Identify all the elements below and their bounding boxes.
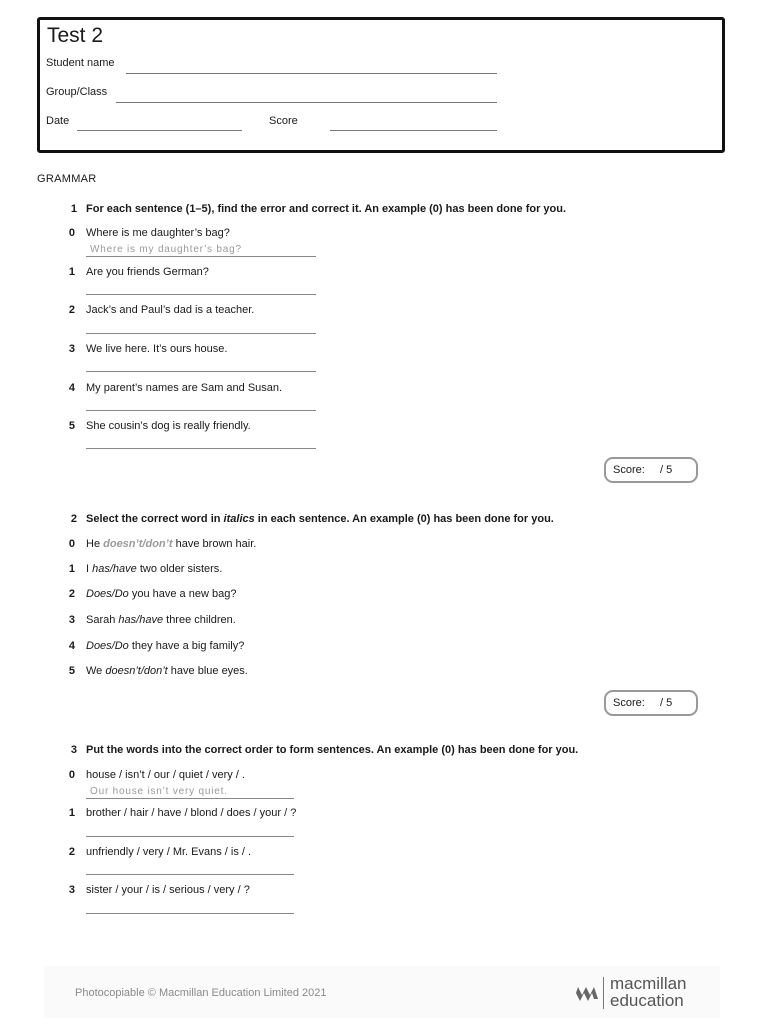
exercise-3-item-3-text: sister / your / is / serious / very / ?: [86, 884, 250, 896]
group-class-label: Group/Class: [46, 86, 108, 98]
test-title: Test 2: [47, 24, 104, 47]
exercise-2-item-3-text: [86, 614, 236, 626]
exercise-2-item-4-options[interactable]: Does/Do: [86, 640, 129, 652]
exercise-3-item-1-text: brother / hair / have / blond / does / your / ?: [86, 807, 297, 819]
score-field[interactable]: [330, 130, 497, 131]
exercise-2-score-label: Score:: [613, 697, 645, 709]
exercise-1-score-box: [604, 457, 698, 483]
exercise-3-item-2-answer-line[interactable]: [86, 874, 294, 875]
exercise-1-item-2-number: 2: [68, 304, 75, 316]
exercise-2-number: 2: [70, 513, 77, 525]
exercise-2-instruction-italic: italics: [223, 513, 255, 525]
exercise-2-item-5-pre: We: [86, 665, 106, 677]
exercise-1-item-5-text: She cousin’s dog is really friendly.: [86, 420, 251, 432]
exercise-1-example-number: 0: [68, 227, 75, 239]
exercise-2-item-2-text: [86, 588, 236, 600]
exercise-2-item-2-post: you have a new bag?: [128, 588, 237, 600]
exercise-2-item-0-number: 0: [68, 538, 75, 550]
exercise-3-item-1-number: 1: [68, 807, 75, 819]
exercise-2-item-1-text: [86, 563, 222, 575]
exercise-1-item-4-answer-line[interactable]: [86, 410, 316, 411]
exercise-3-item-3-number: 3: [68, 884, 75, 896]
exercise-1-example-text: Where is me daughter’s bag?: [86, 227, 230, 239]
exercise-2-item-3-options[interactable]: has/have: [118, 614, 164, 626]
exercise-2-item-0-pre: He: [86, 538, 104, 550]
exercise-2-item-3-pre: Sarah: [86, 614, 119, 626]
test-header-box: [37, 17, 725, 153]
exercise-3-item-2-text: unfriendly / very / Mr. Evans / is / .: [86, 846, 252, 858]
exercise-1-item-1-number: 1: [68, 266, 75, 278]
exercise-2-item-4-post: they have a big family?: [128, 640, 245, 652]
score-label: Score: [269, 115, 298, 127]
exercise-1-item-1-text: Are you friends German?: [86, 266, 209, 278]
exercise-3-item-3-answer-line[interactable]: [86, 913, 294, 914]
exercise-1-instruction: For each sentence (1–5), find the error and correct it. An example (0) has been done for you.: [86, 203, 567, 215]
exercise-1-item-5-answer-line[interactable]: [86, 448, 316, 449]
footer-copyright: Photocopiable © Macmillan Education Limited 2021: [75, 987, 327, 999]
exercise-1-item-2-answer-line[interactable]: [86, 333, 316, 334]
exercise-2-item-3-post: three children.: [163, 614, 236, 626]
exercise-1-item-3-answer-line[interactable]: [86, 371, 316, 372]
logo-line-2: education: [610, 991, 684, 1010]
exercise-2-item-0-text: [86, 538, 256, 550]
exercise-2-item-1-post: two older sisters.: [136, 563, 223, 575]
exercise-2-item-0-options: doesn’t/don’t: [103, 538, 173, 550]
exercise-2-item-5-text: [86, 665, 248, 677]
macmillan-logo-icon: [573, 981, 599, 1003]
exercise-1-score-value: / 5: [660, 464, 673, 476]
exercise-2-instruction: [86, 513, 554, 525]
exercise-3-example-answer-line: [86, 798, 294, 799]
exercise-3-item-2-number: 2: [68, 846, 75, 858]
exercise-2-item-2-options[interactable]: Does/Do: [86, 588, 129, 600]
exercise-3-example-text: house / isn’t / our / quiet / very / .: [86, 769, 245, 781]
logo-separator: [603, 977, 604, 1009]
logo-line-1: macmillan: [610, 974, 687, 993]
exercise-2-item-4-number: 4: [68, 640, 75, 652]
exercise-2-score-box: [604, 690, 698, 716]
exercise-2-instruction-pre: Select the correct word in: [86, 513, 224, 525]
exercise-1-number: 1: [70, 203, 77, 215]
exercise-3-instruction: Put the words into the correct order to form sentences. An example (0) has been done for you.: [86, 744, 579, 756]
macmillan-logo: [573, 975, 703, 1011]
exercise-2-score-value: / 5: [660, 697, 673, 709]
exercise-2-item-0-post: have brown hair.: [172, 538, 257, 550]
logo-wordmark: [610, 975, 687, 1009]
exercise-2-item-2-number: 2: [68, 588, 75, 600]
exercise-2-item-1-pre: I: [86, 563, 93, 575]
exercise-2-item-4-text: [86, 640, 244, 652]
exercise-2-item-1-number: 1: [68, 563, 75, 575]
date-label: Date: [46, 115, 70, 127]
date-field[interactable]: [77, 130, 242, 131]
exercise-3-item-1-answer-line[interactable]: [86, 836, 294, 837]
exercise-1-example-answer-line: [86, 256, 316, 257]
exercise-2-item-3-number: 3: [68, 614, 75, 626]
exercise-2-item-5-options[interactable]: doesn’t/don’t: [105, 665, 168, 677]
exercise-2-item-1-options[interactable]: has/have: [92, 563, 137, 575]
student-name-label: Student name: [46, 57, 115, 69]
section-title: GRAMMAR: [37, 173, 97, 185]
exercise-1-item-4-text: My parent’s names are Sam and Susan.: [86, 382, 283, 394]
exercise-2-item-5-number: 5: [68, 665, 75, 677]
exercise-1-item-3-number: 3: [68, 343, 75, 355]
exercise-2-item-5-post: have blue eyes.: [167, 665, 248, 677]
exercise-3-example-number: 0: [68, 769, 75, 781]
exercise-1-score-label: Score:: [613, 464, 645, 476]
student-name-field[interactable]: [126, 73, 497, 74]
group-class-field[interactable]: [116, 102, 497, 103]
exercise-1-item-5-number: 5: [68, 420, 75, 432]
exercise-3-number: 3: [70, 744, 77, 756]
exercise-1-item-4-number: 4: [68, 382, 75, 394]
exercise-1-item-1-answer-line[interactable]: [86, 294, 316, 295]
exercise-1-item-2-text: Jack’s and Paul’s dad is a teacher.: [86, 304, 255, 316]
exercise-1-item-3-text: We live here. It’s ours house.: [86, 343, 228, 355]
exercise-1-example-answer: Where is my daughter’s bag?: [90, 244, 242, 255]
exercise-3-example-answer: Our house isn’t very quiet.: [90, 786, 228, 797]
exercise-2-instruction-post: in each sentence. An example (0) has been done for you.: [254, 513, 554, 525]
